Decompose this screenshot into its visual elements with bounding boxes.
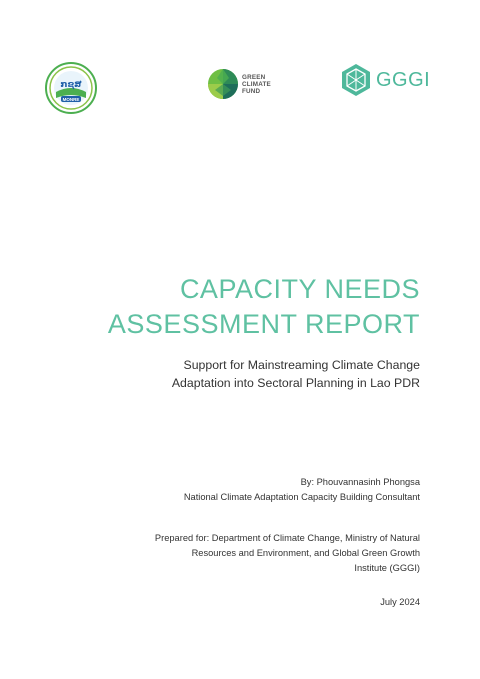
gcf-label: GREEN CLIMATE FUND <box>242 73 271 95</box>
green-climate-fund-logo <box>207 64 287 104</box>
report-subtitle <box>60 356 420 392</box>
subtitle-line-2: Adaptation into Sectoral Planning in Lao PDR <box>171 376 420 390</box>
gggi-logo-icon <box>339 60 439 100</box>
title-line-1: CAPACITY NEEDS <box>179 274 420 304</box>
gggi-hex-icon <box>339 63 373 97</box>
prepared-line-1: Prepared for: Department of Climate Change, Ministry of Natural <box>154 533 420 543</box>
report-date: July 2024 <box>380 597 420 607</box>
report-title <box>60 272 420 342</box>
author-role: National Climate Adaptation Capacity Building Consultant <box>183 492 420 502</box>
gggi-label: GGGI <box>376 68 431 91</box>
monre-seal-icon <box>45 62 97 114</box>
title-line-2: ASSESSMENT REPORT <box>107 309 420 339</box>
author-name: By: Phouvannasinh Phongsa <box>300 477 420 487</box>
subtitle-line-1: Support for Mainstreaming Climate Change <box>183 358 420 372</box>
gcf-globe-icon <box>207 68 239 100</box>
prepared-line-3: Institute (GGGI) <box>354 563 420 573</box>
monre-glyph: ກຊສ <box>60 80 82 90</box>
prepared-for-block <box>60 531 420 576</box>
author-block <box>60 475 420 505</box>
monre-label: MONRE <box>62 97 80 102</box>
prepared-line-2: Resources and Environment, and Global Green Growth <box>191 548 420 558</box>
